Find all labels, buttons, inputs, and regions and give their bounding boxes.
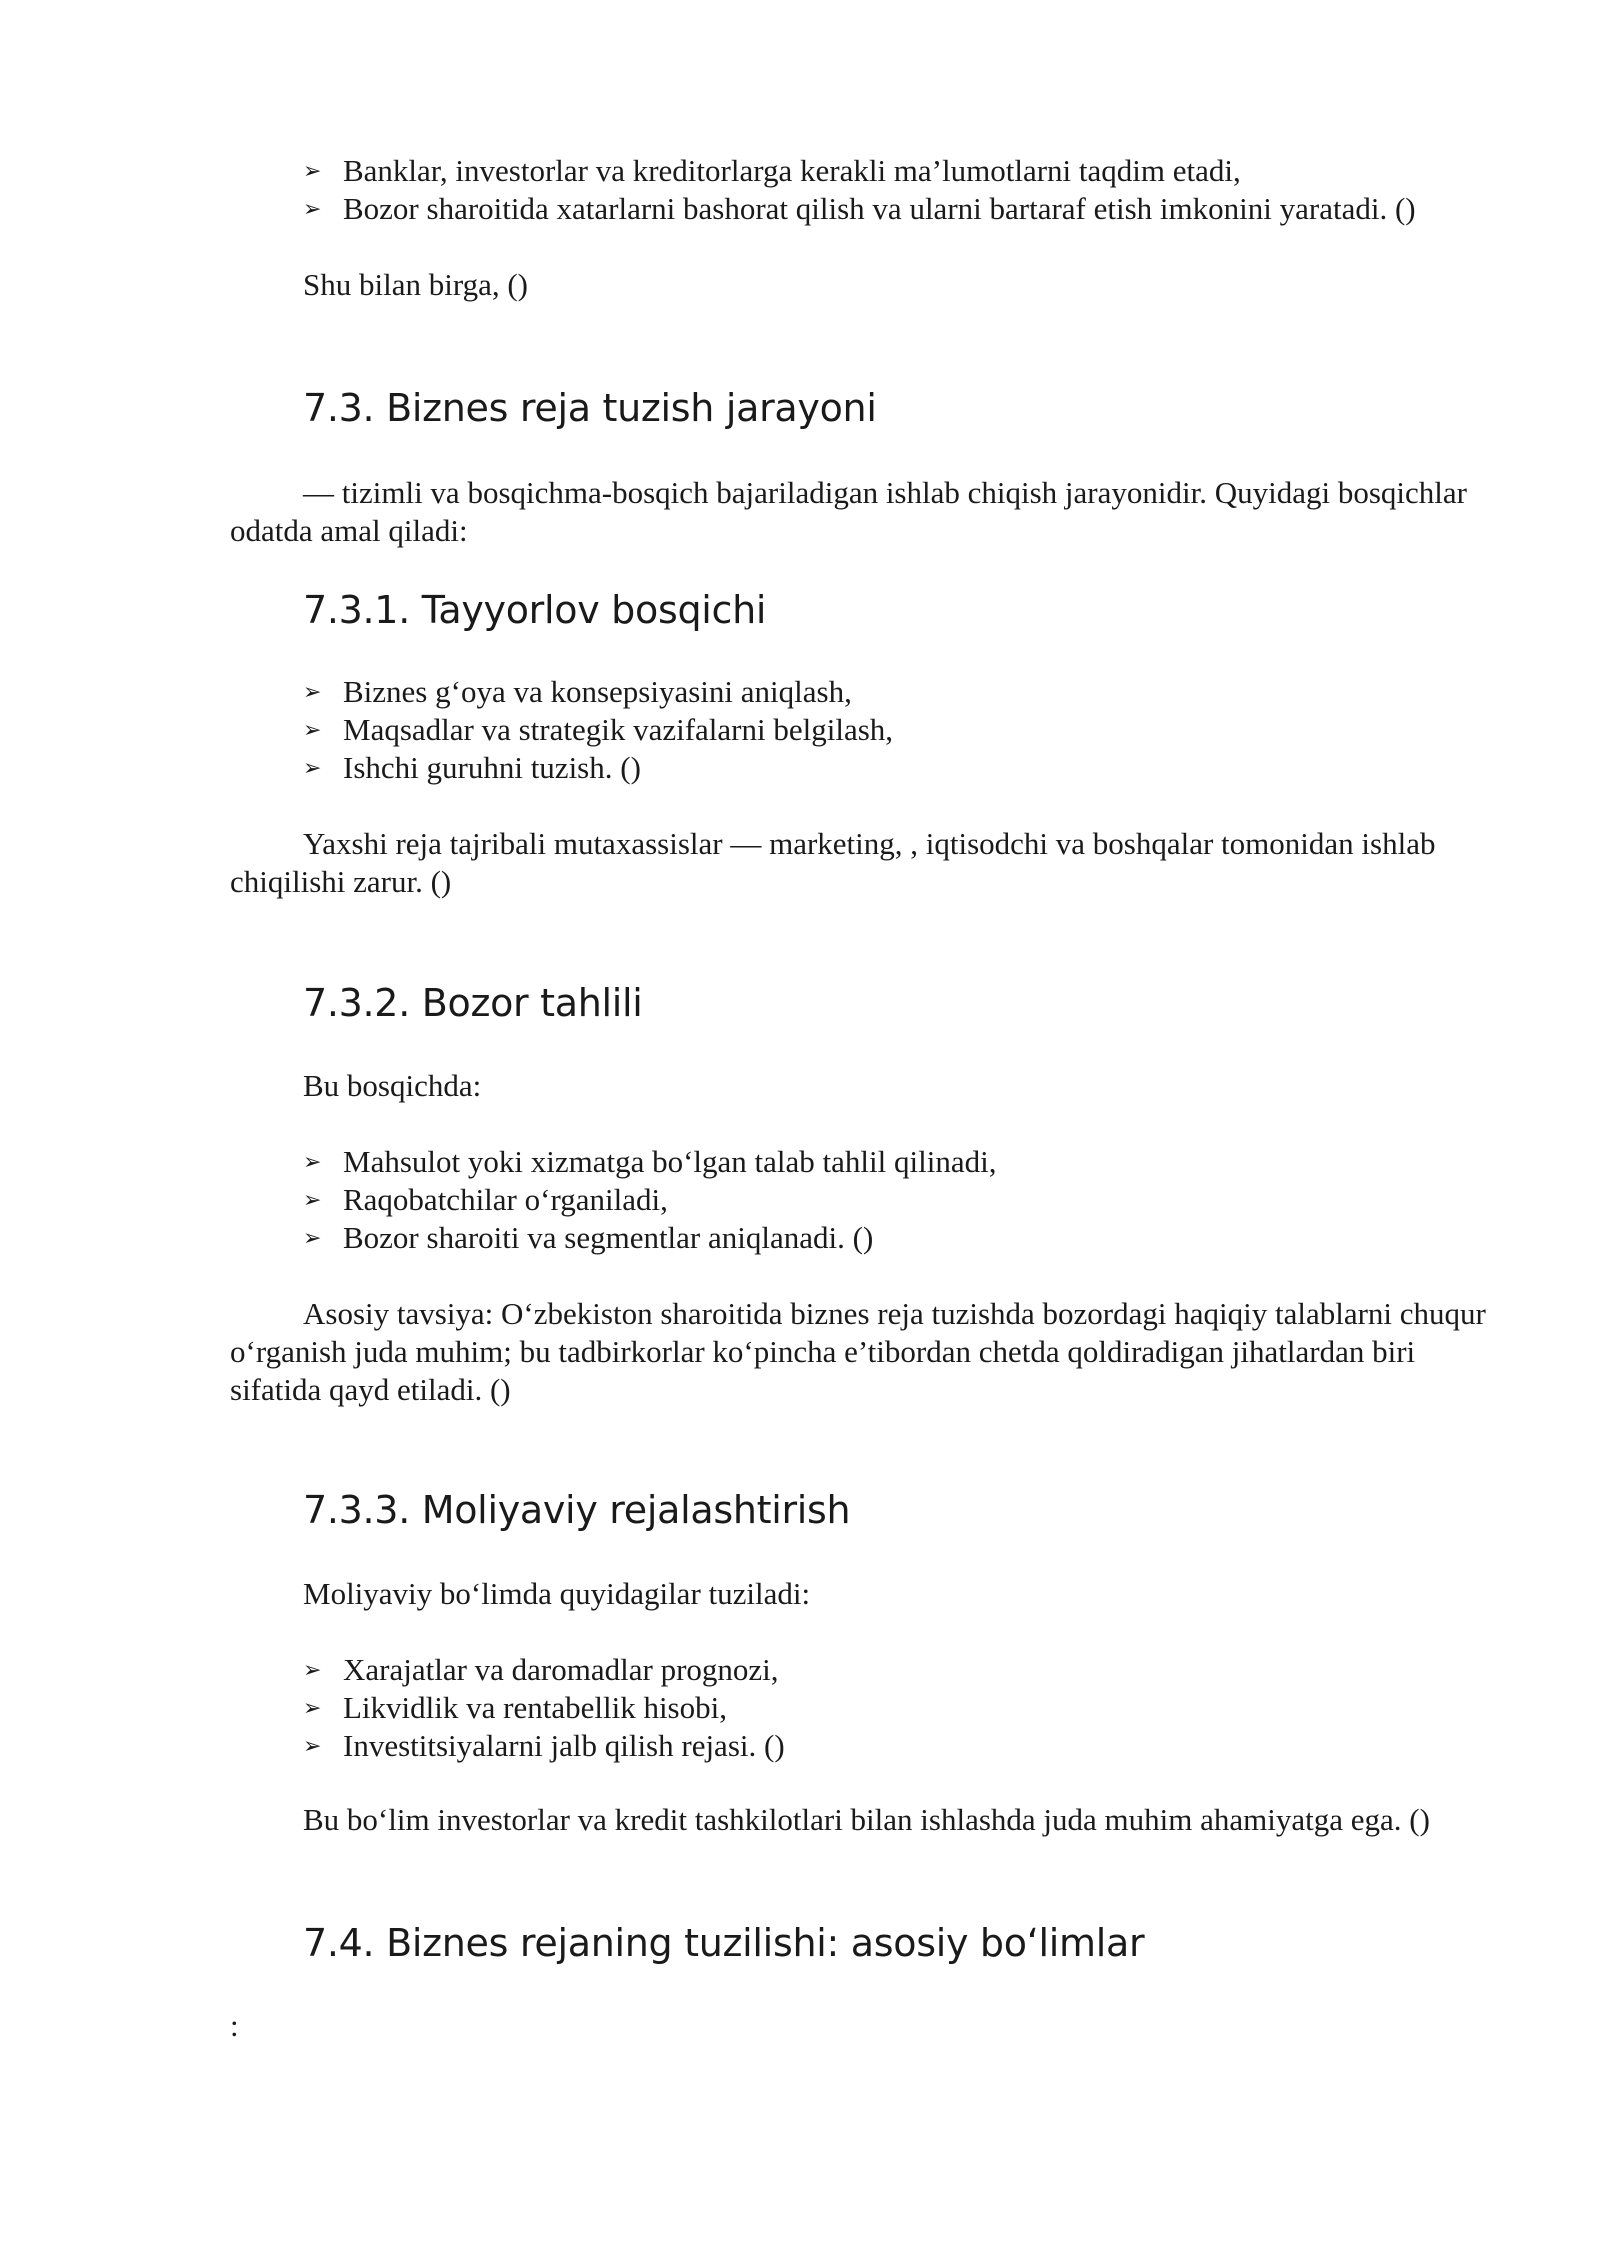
- paragraph-yaxshi-reja: Yaxshi reja tajribali mutaxassislar — marketing, , iqtisodchi va boshqalar tomonidan ishlab chiqilishi zarur. (): [230, 826, 1436, 899]
- paragraph-colon: :: [230, 2008, 239, 2043]
- list-item: ➢ Ishchi guruhni tuzish. (): [303, 750, 641, 785]
- heading-7-3-1: 7.3.1. Tayyorlov bosqichi: [303, 588, 767, 632]
- arrow-bullet-icon: ➢: [303, 158, 322, 183]
- arrow-bullet-icon: ➢: [303, 1225, 322, 1250]
- paragraph-asosiy-tavsiya: Asosiy tavsiya: O‘zbekiston sharoitida biznes reja tuzishda bozordagi haqiqiy talablarni chuqur o‘rganish juda muhim; bu tadbirkorlar ko‘pincha e’tibordan chetda qoldiradigan jihatlardan biri sifatida qayd etiladi. (): [230, 1296, 1486, 1407]
- arrow-bullet-icon: ➢: [303, 717, 322, 742]
- list-item: ➢ Likvidlik va rentabellik hisobi,: [303, 1690, 727, 1725]
- heading-7-3: 7.3. Biznes reja tuzish jarayoni: [303, 386, 877, 430]
- list-item: ➢ Bozor sharoitida xatarlarni bashorat qilish va ularni bartaraf etish imkonini yaratadi. (): [303, 191, 1416, 226]
- heading-7-3-2: 7.3.2. Bozor tahlili: [303, 981, 643, 1025]
- arrow-bullet-icon: ➢: [303, 1657, 322, 1682]
- arrow-bullet-icon: ➢: [303, 1187, 322, 1212]
- list-item: ➢ Banklar, investorlar va kreditorlarga kerakli ma’lumotlarni taqdim etadi,: [303, 153, 1241, 188]
- bullet-list-top: [303, 152, 1416, 228]
- paragraph-moliyaviy: Moliyaviy bo‘limda quyidagilar tuziladi:: [303, 1576, 811, 1611]
- list-item: ➢ Maqsadlar va strategik vazifalarni belgilash,: [303, 712, 894, 747]
- list-item: ➢ Xarajatlar va daromadlar prognozi,: [303, 1652, 779, 1687]
- heading-7-3-3: 7.3.3. Moliyaviy rejalashtirish: [303, 1488, 851, 1532]
- arrow-bullet-icon: ➢: [303, 755, 322, 780]
- list-item: ➢ Mahsulot yoki xizmatga bo‘lgan talab tahlil qilinadi,: [303, 1144, 997, 1179]
- arrow-bullet-icon: ➢: [303, 1695, 322, 1720]
- list-item: ➢ Investitsiyalarni jalb qilish rejasi. (): [303, 1728, 785, 1763]
- list-item: ➢ Bozor sharoiti va segmentlar aniqlanadi. (): [303, 1220, 874, 1255]
- arrow-bullet-icon: ➢: [303, 196, 322, 221]
- list-item: ➢ Raqobatchilar o‘rganiladi,: [303, 1182, 668, 1217]
- list-item: ➢ Biznes g‘oya va konsepsiyasini aniqlash,: [303, 674, 852, 709]
- bullet-list-7-3-1: [303, 673, 893, 787]
- arrow-bullet-icon: ➢: [303, 679, 322, 704]
- bullet-list-7-3-2: [303, 1143, 996, 1257]
- heading-7-4: 7.4. Biznes rejaning tuzilishi: asosiy bo‘limlar: [303, 1921, 1145, 1965]
- bullet-list-7-3-3: [303, 1651, 785, 1765]
- arrow-bullet-icon: ➢: [303, 1149, 322, 1174]
- arrow-bullet-icon: ➢: [303, 1733, 322, 1758]
- paragraph-bu-bolim: Bu bo‘lim investorlar va kredit tashkilotlari bilan ishlashda juda muhim ahamiyatga ega. (): [303, 1802, 1430, 1837]
- paragraph-shu-bilan: Shu bilan birga, (): [303, 267, 529, 302]
- paragraph-7-3-intro: — tizimli va bosqichma-bosqich bajariladigan ishlab chiqish jarayonidir. Quyidagi bosqichlar odatda amal qiladi:: [230, 475, 1467, 548]
- paragraph-bu-bosqichda: Bu bosqichda:: [303, 1068, 482, 1103]
